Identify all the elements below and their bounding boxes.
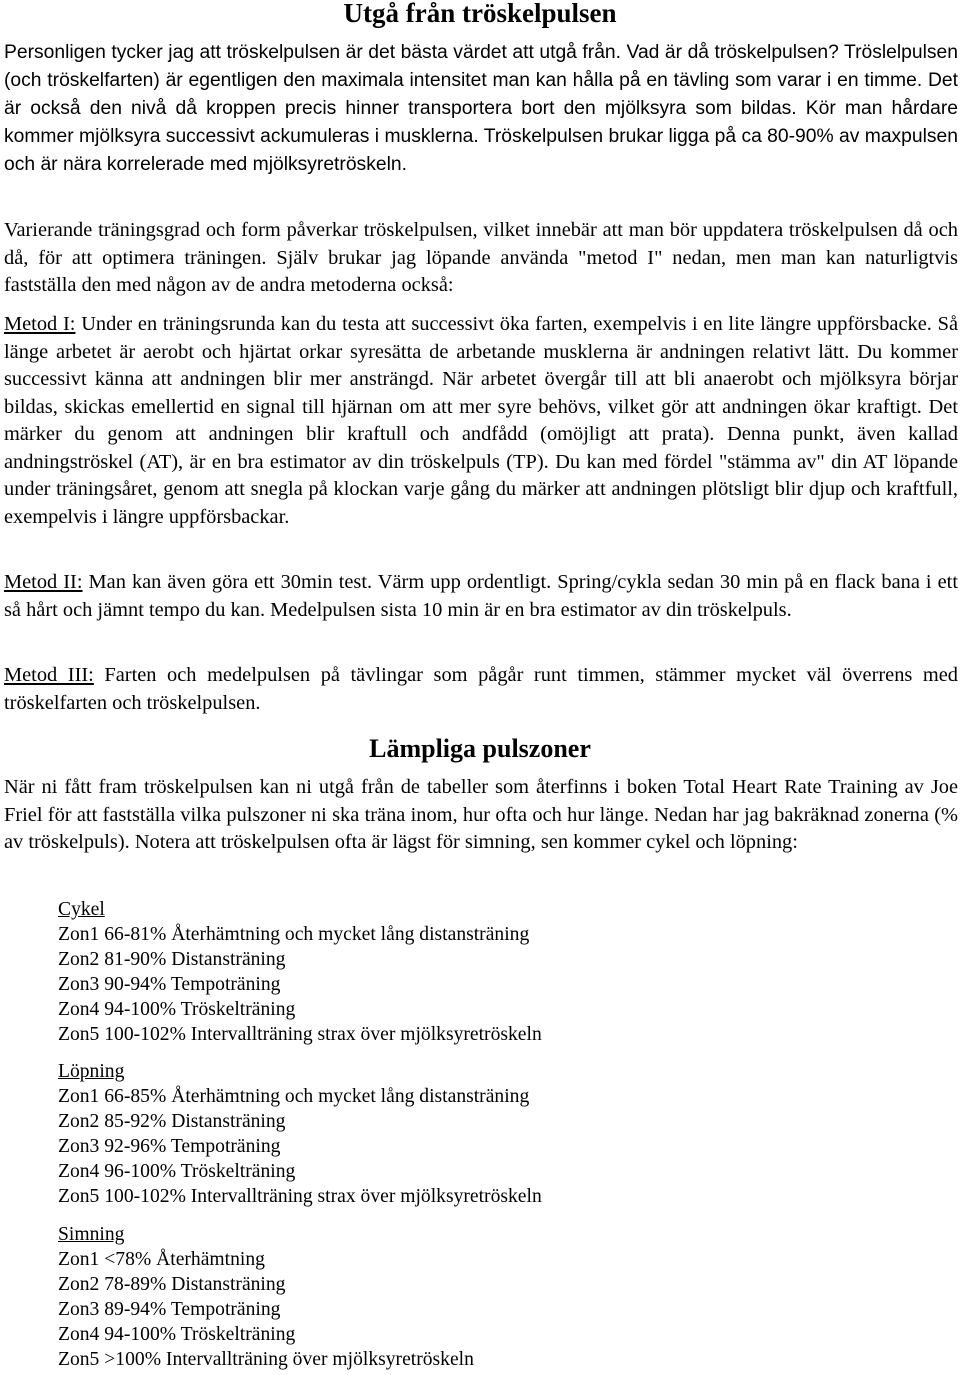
zone-line: Zon3 92-96% Tempoträning xyxy=(58,1136,281,1157)
zone-line: Zon4 96-100% Tröskelträning xyxy=(58,1161,296,1182)
zone-line: Zon2 85-92% Distansträning xyxy=(58,1111,286,1132)
zone-line: Zon5 100-102% Intervallträning strax över mjölksyretröskeln xyxy=(58,1186,542,1207)
method-1-paragraph xyxy=(4,311,958,531)
zone-line: Zon3 90-94% Tempoträning xyxy=(58,974,281,995)
zone-group-cykel xyxy=(58,897,758,1047)
zone-line: Zon5 100-102% Intervallträning strax över mjölksyretröskeln xyxy=(58,1024,542,1045)
zone-line: Zon1 66-85% Återhämtning och mycket lång distansträning xyxy=(58,1086,530,1107)
method-2-text: Man kan även göra ett 30min test. Värm upp ordentligt. Spring/cykla sedan 30 min på en flack bana i ett så hårt och jämnt tempo du kan. Medelpulsen sista 10 min är en bra estimator av din tröskelpuls. xyxy=(4,571,958,621)
zone-line: Zon1 66-81% Återhämtning och mycket lång distansträning xyxy=(58,924,530,945)
method-2-label: Metod II: xyxy=(4,571,83,593)
zone-line: Zon3 89-94% Tempoträning xyxy=(58,1299,281,1320)
zones-intro-paragraph: När ni fått fram tröskelpulsen kan ni utgå från de tabeller som återfinns i boken Total Heart Rate Training av Joe Friel för att fastställa vilka pulszoner ni ska träna inom, hur ofta och hur länge. Nedan har jag bakräknad zonerna (% av tröskelpuls). Notera att tröskelpulsen ofta är lägst för simning, sen kommer cykel och löpning: xyxy=(4,776,958,853)
method-3-text: Farten och medelpulsen på tävlingar som pågår runt timmen, stämmer mycket väl överrens med tröskelfarten och tröskelpulsen. xyxy=(4,664,959,714)
method-3-label: Metod III: xyxy=(4,664,94,686)
method-3-paragraph xyxy=(4,662,958,717)
method-2-paragraph xyxy=(4,569,958,624)
zone-group-heading: Löpning xyxy=(58,1061,125,1082)
zone-line: Zon5 >100% Intervallträning över mjölksyretröskeln xyxy=(58,1349,474,1370)
zone-line: Zon4 94-100% Tröskelträning xyxy=(58,999,296,1020)
zone-group-lopning xyxy=(58,1059,758,1209)
zone-line: Zon2 81-90% Distansträning xyxy=(58,949,286,970)
intro-paragraph-1: Personligen tycker jag att tröskelpulsen är det bästa värdet att utgå från. Vad är då tröskelpulsen? Tröslelpulsen (och tröskelfarten) är egentligen den maximala intensitet man kan hålla på en tävling som varar i en timme. Det är också den nivå då kroppen precis hinner transportera bort den mjölksyra som bildas. Kör man hårdare kommer mjölksyra successivt ackumuleras i musklerna. Tröskelpulsen brukar ligga på ca 80-90% av maxpulsen och är nära korrelerade med mjölksyretröskeln. xyxy=(4,42,958,175)
zone-line: Zon2 78-89% Distansträning xyxy=(58,1274,286,1295)
method-1-text: Under en träningsrunda kan du testa att successivt öka farten, exempelvis i en lite längre uppförsbacke. Så länge arbetet är aerobt och hjärtat orkar syresätta de arbetande musklerna är andningen relativt lätt. Du kommer successivt känna att andningen blir mer ansträngd. När arbetet övergår till att bli anaerobt och mjölksyra börjar bildas, skickas emellertid en signal till hjärnan om att mer syre behövs, vilket gör att andningen ökar kraftigt. Det märker du genom att andningen blir kraftull och andfådd (omöjligt att prata). Denna punkt, även kallad andningströskel (AT), är en bra estimator av din tröskelpuls (TP). Du kan med fördel "stämma av" din AT löpande under träningsåret, genom att snegla på klockan varje gång du märker att andningen plötsligt blir djup och kraftfull, exempelvis i längre uppförsbackar. xyxy=(4,313,958,528)
zone-line: Zon1 <78% Återhämtning xyxy=(58,1249,265,1270)
page-title: Utgå från tröskelpulsen xyxy=(343,0,617,28)
zone-group-simning xyxy=(58,1222,758,1372)
intro-paragraph-2: Varierande träningsgrad och form påverkar tröskelpulsen, vilket innebär att man bör uppdatera tröskelpulsen då och då, för att optimera träningen. Själv brukar jag löpande använda "metod I" nedan, men man kan naturligtvis fastställa den med någon av de andra metoderna också: xyxy=(4,219,958,296)
zone-group-heading: Cykel xyxy=(58,899,105,920)
zones-heading: Lämpliga pulszoner xyxy=(369,734,591,763)
zone-group-heading: Simning xyxy=(58,1224,125,1245)
method-1-label: Metod I: xyxy=(4,313,76,335)
zone-line: Zon4 94-100% Tröskelträning xyxy=(58,1324,296,1345)
